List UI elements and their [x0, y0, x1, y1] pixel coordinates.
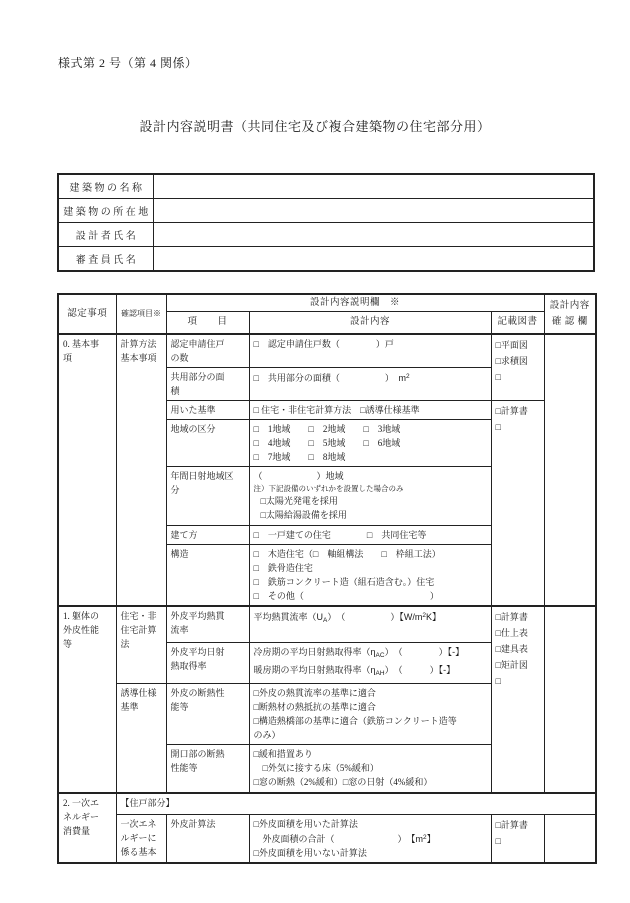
- item-cell: [166, 400, 249, 419]
- text-part: 外皮面積の合計（ ）: [253, 834, 412, 844]
- item-cell: [166, 643, 249, 684]
- text-line: 外皮平均日射: [170, 647, 225, 657]
- document-title: 設計内容説明書（共同住宅及び複合建築物の住宅部分用）: [139, 119, 491, 134]
- text-line: 項: [63, 352, 73, 363]
- text-line: 年間日射地域区: [170, 470, 234, 481]
- row-envelope-calc-method: [58, 815, 596, 864]
- checkbox-option-line: [254, 370, 487, 385]
- checkbox-option-line: □窓の断熱（2%緩和）□窓の日射（4%緩和）: [253, 777, 433, 787]
- checkbox-option-line: □外皮面積を用いた計算法: [253, 819, 358, 829]
- text-line: 共用部分の面: [170, 371, 225, 382]
- checkbox-option-line: □仕上表: [495, 627, 528, 638]
- text-part: AC: [375, 652, 385, 659]
- checkbox-option-line: □外皮の熱貫流率の基準に適合: [253, 688, 376, 698]
- text-line: 開口部の断熱: [170, 749, 225, 759]
- text-line: 住宅計算: [120, 624, 157, 635]
- text-part: K】: [426, 611, 442, 622]
- documents-cell: [491, 815, 544, 864]
- label-examiner-name: 審 査 員 氏 名: [58, 247, 153, 272]
- checkbox-option-line: □構造熱橋部の基準に適合（鉄筋コンクリート造等: [253, 716, 457, 726]
- info-row-examiner-name: [58, 247, 594, 272]
- design-cell: [249, 525, 491, 544]
- design-cell: [249, 419, 491, 466]
- checkbox-option-line: □計算書: [495, 820, 528, 830]
- text-part: 冷房期の平均日射熱取得率（: [253, 647, 371, 657]
- design-cell: [249, 466, 491, 525]
- section1-check-cell-a: [116, 606, 166, 684]
- design-cell: [249, 367, 491, 400]
- text-part: 【m: [411, 834, 424, 844]
- text-line: 1. 躯体の: [63, 610, 100, 621]
- header-item: 項 目: [166, 312, 249, 334]
- text-line: 外皮の断熱性: [170, 688, 225, 698]
- row-applied-units: [58, 334, 596, 368]
- design-cell: [249, 684, 491, 745]
- text-part: 【-】: [438, 665, 456, 675]
- text-line: 性能等: [170, 763, 198, 773]
- label-building-name: 建 築 物 の 名 称: [58, 174, 153, 199]
- value-examiner-name: [153, 247, 594, 272]
- section0-certification-cell: [58, 334, 116, 606]
- text-line: 計算方法: [120, 338, 157, 349]
- value-designer-name: [153, 223, 594, 247]
- checkbox-option-line: □外気に接する床（5%緩和）: [253, 763, 379, 773]
- item-cell: [166, 544, 249, 606]
- checkbox-option-line: □計算書: [495, 611, 528, 622]
- text-line: 2. 一次エ: [63, 797, 100, 808]
- confirm-cell: [544, 606, 596, 793]
- header-confirm-line1: 設計内容: [549, 300, 590, 311]
- text-part: m: [398, 372, 406, 383]
- form-code: 様式第 2 号（第 4 関係）: [58, 56, 198, 70]
- checkbox-option-line: □緩和措置あり: [253, 749, 313, 759]
- checkbox-option-line: □ 鉄骨造住宅: [253, 562, 313, 573]
- text-line: ネルギー: [63, 811, 100, 822]
- text-part: η: [370, 647, 376, 657]
- design-cell: [249, 400, 491, 419]
- text-line: [254, 831, 487, 846]
- text-part: ） （ ）: [384, 647, 448, 657]
- text-part: 平均熱貫流率（: [253, 611, 317, 622]
- checkbox-option-line: □矩計図: [495, 659, 528, 670]
- header-confirm-column: [544, 294, 596, 334]
- design-cell: [249, 334, 491, 368]
- header-design-explanation: 設計内容説明欄 ※: [166, 294, 544, 312]
- note-line: 注）下記設備のいずれかを設置した場合のみ: [253, 483, 404, 493]
- section2-certification-cell: [58, 793, 116, 864]
- value-building-name: [153, 174, 594, 199]
- text-line: 認定申請住戸: [170, 338, 225, 349]
- design-cell: [249, 815, 491, 864]
- text-part: 】: [426, 834, 436, 844]
- text-line: 基本事項: [120, 352, 157, 363]
- checkbox-option-line: □断熱材の熱抵抗の基準に適合: [253, 702, 376, 712]
- design-cell: [249, 643, 491, 684]
- info-row-building-name: [58, 174, 594, 199]
- checkbox-option-line: □平面図: [495, 339, 528, 350]
- label-building-address: 建 築 物 の 所 在 地: [58, 199, 153, 223]
- info-row-designer-name: [58, 223, 594, 247]
- checkbox-option-line: □: [495, 675, 501, 686]
- item-cell: [166, 606, 249, 643]
- text-line: [254, 645, 487, 663]
- checkbox-option-line: □: [495, 371, 501, 382]
- documents-cell: [491, 606, 544, 793]
- checkbox-option-line: □: [495, 836, 501, 846]
- text-part: U: [316, 611, 324, 622]
- text-part: 【W/m: [399, 611, 423, 622]
- dwelling-part-label: 【住戸部分】: [116, 793, 596, 815]
- design-content-table: [57, 293, 597, 864]
- checkbox-option-line: □ 一戸建ての住宅 □ 共同住宅等: [253, 529, 427, 540]
- checkbox-option-line: □ 4地域 □ 5地域 □ 6地域: [253, 437, 401, 448]
- text-line: 等: [63, 638, 73, 649]
- text-line: 積: [170, 385, 180, 396]
- checkbox-option-line: □ 1地域 □ 2地域 □ 3地域: [253, 423, 401, 434]
- text-line: 外皮性能: [63, 624, 100, 635]
- confirm-cell: [544, 815, 596, 864]
- checkbox-option-line: □求積図: [495, 355, 528, 366]
- design-cell: [249, 745, 491, 793]
- item-cell: [166, 367, 249, 400]
- value-building-address: [153, 199, 594, 223]
- text-part: 暖房期の平均日射熱取得率（: [253, 665, 371, 675]
- header-design-content: 設計内容: [249, 312, 491, 334]
- text-line: 住宅・非: [120, 610, 157, 621]
- text-part: 【-】: [447, 647, 465, 657]
- text-line: 地域の区分: [170, 423, 216, 434]
- text-line: 一次エネ: [120, 819, 157, 829]
- header-check-item: 確認項目※: [116, 294, 166, 334]
- text-line: [254, 609, 487, 628]
- text-line: 法: [120, 638, 130, 649]
- checkbox-option-line: □ その他（ ）: [253, 590, 439, 601]
- text-line: 消費量: [63, 825, 91, 836]
- row-dwelling-part-label: [58, 793, 596, 815]
- checkbox-option-line: □太陽光発電を採用: [260, 495, 338, 506]
- checkbox-option-line: □建具表: [495, 643, 528, 654]
- building-info-table: [57, 173, 595, 272]
- item-cell: [166, 334, 249, 368]
- text-line: 流率: [170, 624, 189, 635]
- text-line: 能等: [170, 702, 189, 712]
- text-line: 建て方: [170, 529, 198, 540]
- design-cell: [249, 606, 491, 643]
- section1-check-cell-b: [116, 684, 166, 793]
- item-cell: [166, 525, 249, 544]
- section0-check-cell: [116, 334, 166, 606]
- text-line: 分: [170, 484, 180, 495]
- row-ua-value: [58, 606, 596, 643]
- text-line: 係る基本: [120, 847, 157, 857]
- item-cell: [166, 684, 249, 745]
- header-confirm-line2: 確 認 欄: [551, 316, 588, 327]
- checkbox-option-line: □: [495, 421, 501, 432]
- checkbox-option-line: □ 住宅・非住宅計算方法 □誘導仕様基準: [253, 404, 420, 415]
- item-cell: [166, 815, 249, 864]
- checkbox-option-line: □太陽給湯設備を採用: [260, 509, 347, 520]
- text-line: 構造: [170, 548, 189, 559]
- text-part: AH: [375, 670, 385, 677]
- text-part: □ 共用部分の面積（ ）: [253, 372, 399, 383]
- checkbox-option-line: □ 7地域 □ 8地域: [253, 451, 346, 462]
- section2-check-cell: [116, 815, 166, 864]
- text-part: 2: [422, 611, 426, 619]
- text-part: 2: [423, 834, 427, 841]
- text-line: （ ）地域: [253, 470, 344, 481]
- checkbox-option-line: □ 認定申請住戸数（ ）戸: [253, 338, 394, 349]
- text-line: 熱取得率: [170, 661, 207, 671]
- text-line: ルギーに: [120, 833, 157, 843]
- item-cell: [166, 745, 249, 793]
- text-line: 誘導仕様: [120, 688, 157, 698]
- checkbox-option-line: □ 鉄筋コンクリート造（組石造含む。）住宅: [253, 576, 435, 587]
- text-line: 基準: [120, 702, 139, 712]
- header-documents: 記載図書: [491, 312, 544, 334]
- confirm-cell: [544, 334, 596, 606]
- label-designer-name: 設 計 者 氏 名: [58, 223, 153, 247]
- item-cell: [166, 466, 249, 525]
- text-line: 外皮平均熱貫: [170, 610, 225, 621]
- header-row-1: [58, 294, 596, 312]
- text-line: のみ）: [253, 730, 281, 740]
- design-cell: [249, 544, 491, 606]
- text-part: η: [370, 665, 376, 675]
- checkbox-option-line: □計算書: [495, 405, 528, 416]
- section1-certification-cell: [58, 606, 116, 793]
- info-row-building-address: [58, 199, 594, 223]
- text-line: 0. 基本事: [63, 338, 100, 349]
- header-certification-item: 認定事項: [58, 294, 116, 334]
- text-line: の数: [170, 352, 189, 363]
- text-line: [254, 663, 487, 681]
- text-part: ） （ ）: [384, 665, 439, 675]
- item-cell: [166, 419, 249, 466]
- documents-cell: [491, 334, 544, 401]
- checkbox-option-line: □外皮面積を用いない計算法: [253, 848, 367, 858]
- text-part: ） （ ）: [327, 611, 400, 622]
- text-part: A: [323, 616, 328, 624]
- documents-cell: [491, 400, 544, 606]
- text-line: 用いた基準: [170, 404, 216, 415]
- checkbox-option-line: □ 木造住宅（□ 軸組構法 □ 枠組工法）: [253, 548, 441, 559]
- text-line: 外皮計算法: [170, 819, 216, 829]
- text-part: 2: [405, 372, 410, 380]
